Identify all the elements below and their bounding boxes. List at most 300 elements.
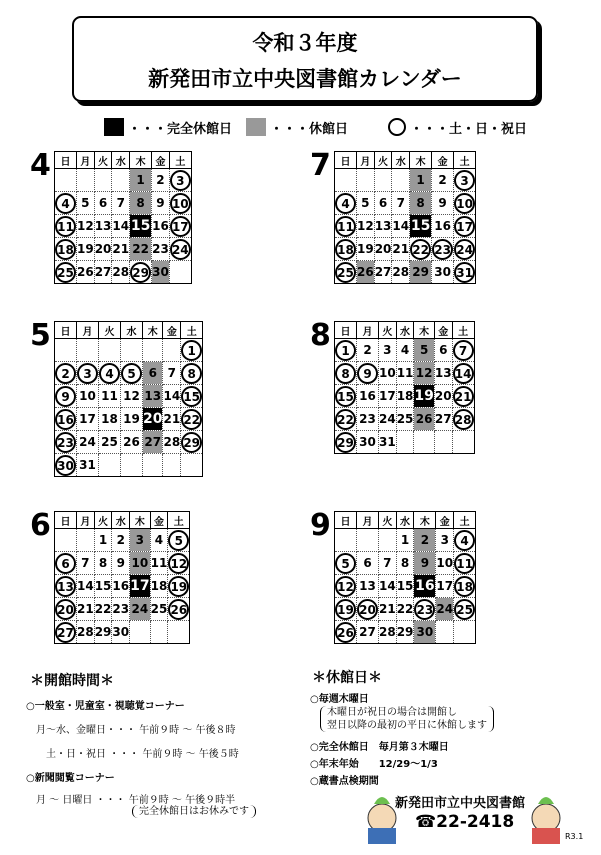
- weekday-label: 月: [357, 512, 379, 529]
- calendar-table: [54, 151, 192, 284]
- day-cell: [169, 238, 191, 261]
- day-cell: [55, 385, 77, 408]
- day-number: 6: [363, 556, 372, 570]
- weekday-header-row: [335, 152, 476, 169]
- day-cell: [77, 238, 95, 261]
- week-row: [55, 261, 192, 284]
- day-number: 10: [436, 556, 454, 570]
- day-number: 9: [438, 196, 447, 210]
- empty-cell: [55, 339, 77, 362]
- weekday-label: 日: [335, 322, 357, 339]
- day-number: 20: [434, 389, 452, 403]
- day-number: 15: [130, 218, 151, 234]
- week-row: [55, 362, 203, 385]
- day-cell: [357, 261, 375, 284]
- day-cell: [396, 362, 414, 385]
- day-cell: [452, 362, 474, 385]
- day-number: 3: [135, 533, 145, 547]
- week-row: [335, 362, 475, 385]
- weekday-label: 金: [152, 152, 170, 169]
- day-cell: [436, 575, 454, 598]
- weekday-label: 土: [452, 322, 474, 339]
- day-number: 11: [454, 553, 475, 574]
- day-cell: [150, 575, 168, 598]
- day-number: 8: [416, 196, 425, 210]
- day-cell: [335, 339, 357, 362]
- weekday-label: 土: [168, 512, 190, 529]
- day-cell: [77, 215, 95, 238]
- weekday-label: 水: [392, 152, 410, 169]
- day-cell: [414, 408, 434, 431]
- day-number: 12: [168, 553, 189, 574]
- day-number: 30: [416, 625, 434, 639]
- day-number: 28: [112, 265, 130, 279]
- day-cell: [77, 192, 95, 215]
- day-cell: [163, 385, 181, 408]
- week-row: [55, 529, 190, 552]
- empty-cell: [130, 621, 150, 644]
- weekday-label: 木: [414, 512, 436, 529]
- empty-cell: [452, 431, 474, 454]
- empty-cell: [94, 169, 112, 192]
- day-cell: [452, 385, 474, 408]
- week-row: [335, 621, 476, 644]
- day-cell: [163, 362, 181, 385]
- day-number: 22: [181, 409, 202, 430]
- day-number: 17: [79, 412, 96, 426]
- day-cell: [357, 621, 379, 644]
- day-cell: [168, 575, 190, 598]
- day-number: 25: [396, 412, 414, 426]
- day-cell: [454, 238, 476, 261]
- day-number: 24: [131, 602, 149, 616]
- day-cell: [454, 575, 476, 598]
- day-cell: [152, 238, 170, 261]
- day-number: 3: [454, 170, 475, 191]
- day-cell: [77, 575, 95, 598]
- day-number: 14: [77, 579, 94, 593]
- weekday-label: 水: [121, 322, 143, 339]
- day-cell: [357, 575, 379, 598]
- day-cell: [454, 598, 476, 621]
- day-number: 19: [123, 412, 140, 426]
- weekday-header-row: [335, 322, 475, 339]
- day-number: 5: [361, 196, 370, 210]
- week-row: [335, 215, 476, 238]
- empty-cell: [55, 529, 77, 552]
- weekday-label: 日: [55, 152, 77, 169]
- day-cell: [414, 621, 436, 644]
- day-number: 27: [144, 435, 162, 449]
- day-number: 22: [94, 602, 112, 616]
- weekday-label: 火: [379, 512, 397, 529]
- day-cell: [99, 431, 121, 454]
- weekday-label: 金: [163, 322, 181, 339]
- empty-cell: [77, 529, 95, 552]
- month-number: 5: [30, 318, 51, 353]
- day-number: 5: [335, 553, 356, 574]
- day-cell: [181, 339, 203, 362]
- day-number: 2: [55, 363, 76, 384]
- day-cell: [357, 192, 375, 215]
- empty-cell: [169, 261, 191, 284]
- empty-cell: [374, 169, 392, 192]
- weekday-label: 土: [169, 152, 191, 169]
- day-cell: [143, 362, 163, 385]
- day-number: 21: [392, 242, 410, 256]
- calendar-table: [54, 321, 203, 477]
- day-cell: [112, 215, 130, 238]
- day-cell: [379, 598, 397, 621]
- day-number: 7: [383, 556, 392, 570]
- day-cell: [168, 529, 190, 552]
- day-number: 18: [55, 239, 76, 260]
- day-number: 23: [414, 599, 435, 620]
- day-cell: [163, 431, 181, 454]
- day-cell: [335, 408, 357, 431]
- weekday-header-row: [55, 322, 203, 339]
- day-number: 3: [170, 170, 191, 191]
- day-cell: [374, 261, 392, 284]
- day-number: 9: [420, 556, 430, 570]
- day-cell: [94, 215, 112, 238]
- empty-cell: [99, 339, 121, 362]
- day-number: 24: [454, 239, 475, 260]
- day-cell: [55, 552, 77, 575]
- inventory-closure: ○蔵書点検期間: [310, 776, 379, 787]
- day-cell: [396, 385, 414, 408]
- day-number: 18: [335, 239, 356, 260]
- day-number: 12: [415, 366, 433, 380]
- day-cell: [335, 385, 357, 408]
- day-cell: [414, 552, 436, 575]
- day-cell: [414, 575, 436, 598]
- day-number: 13: [144, 389, 162, 403]
- hours-title: ＊開館時間＊: [30, 673, 114, 689]
- day-cell: [392, 192, 410, 215]
- day-number: 11: [396, 366, 414, 380]
- week-row: [55, 431, 203, 454]
- closures-title: ＊休館日＊: [312, 670, 382, 686]
- day-cell: [55, 598, 77, 621]
- weekday-label: 金: [432, 152, 454, 169]
- month-number: 9: [310, 508, 331, 543]
- weekday-label: 金: [436, 512, 454, 529]
- day-cell: [335, 362, 357, 385]
- week-row: [335, 575, 476, 598]
- day-cell: [357, 215, 375, 238]
- day-number: 19: [335, 599, 356, 620]
- day-number: 15: [94, 579, 112, 593]
- day-number: 28: [163, 435, 181, 449]
- general-weekend-hours: 土・日・祝日 ・・・ 午前９時 ～ 午後５時: [46, 749, 239, 760]
- week-row: [335, 169, 476, 192]
- day-number: 1: [400, 533, 410, 547]
- day-cell: [121, 431, 143, 454]
- day-number: 21: [163, 412, 181, 426]
- day-cell: [55, 238, 77, 261]
- day-number: 23: [152, 242, 169, 256]
- day-cell: [55, 192, 77, 215]
- day-cell: [357, 362, 379, 385]
- day-cell: [94, 529, 112, 552]
- day-number: 29: [94, 625, 112, 639]
- day-number: 5: [81, 196, 90, 210]
- day-number: 28: [392, 265, 410, 279]
- legend-holiday: [388, 116, 527, 138]
- day-cell: [357, 408, 379, 431]
- day-cell: [169, 192, 191, 215]
- day-number: 18: [454, 576, 475, 597]
- day-cell: [99, 362, 121, 385]
- day-cell: [357, 339, 379, 362]
- day-cell: [379, 408, 397, 431]
- day-number: 10: [379, 366, 396, 380]
- day-number: 2: [156, 173, 165, 187]
- weekday-label: 木: [410, 152, 432, 169]
- day-number: 6: [439, 343, 448, 357]
- week-row: [55, 552, 190, 575]
- empty-cell: [163, 339, 181, 362]
- title-year: 令和３年度: [252, 31, 358, 55]
- day-cell: [150, 552, 168, 575]
- general-heading: ○一般室・児童室・視聴覚コーナー: [26, 701, 185, 712]
- day-cell: [94, 575, 112, 598]
- full-closed-swatch: [104, 118, 124, 136]
- day-cell: [99, 408, 121, 431]
- thursday-note-line2: 翌日以降の最初の平日に休館します: [327, 720, 487, 731]
- day-cell: [379, 339, 397, 362]
- day-cell: [181, 408, 203, 431]
- day-cell: [55, 261, 77, 284]
- day-number: 14: [453, 363, 474, 384]
- empty-cell: [392, 169, 410, 192]
- title-calendar: 新発田市立中央図書館カレンダー: [148, 67, 462, 91]
- day-number: 8: [400, 556, 410, 570]
- day-cell: [434, 362, 452, 385]
- day-number: 15: [181, 386, 202, 407]
- day-number: 10: [454, 193, 475, 214]
- day-number: 14: [392, 219, 410, 233]
- empty-cell: [434, 431, 452, 454]
- day-cell: [112, 192, 130, 215]
- weekday-label: 木: [414, 322, 434, 339]
- day-number: 11: [150, 556, 168, 570]
- weekday-label: 火: [374, 152, 392, 169]
- day-number: 8: [98, 556, 108, 570]
- empty-cell: [379, 529, 397, 552]
- empty-cell: [143, 339, 163, 362]
- day-number: 17: [436, 579, 454, 593]
- day-number: 11: [101, 389, 118, 403]
- day-number: 16: [55, 409, 76, 430]
- day-number: 26: [77, 265, 94, 279]
- calendar-table: [54, 511, 190, 644]
- day-number: 24: [170, 239, 191, 260]
- weekday-label: 火: [94, 512, 112, 529]
- day-number: 27: [359, 625, 376, 639]
- weekday-label: 月: [77, 322, 99, 339]
- empty-cell: [335, 169, 357, 192]
- weekday-label: 火: [99, 322, 121, 339]
- day-number: 17: [379, 389, 396, 403]
- day-cell: [94, 192, 112, 215]
- day-cell: [379, 362, 397, 385]
- day-cell: [112, 238, 130, 261]
- day-number: 30: [359, 435, 376, 449]
- day-number: 13: [434, 366, 452, 380]
- day-number: 31: [379, 435, 396, 449]
- day-cell: [94, 598, 112, 621]
- day-cell: [121, 385, 143, 408]
- day-cell: [181, 362, 203, 385]
- day-number: 27: [55, 622, 76, 643]
- empty-cell: [357, 169, 375, 192]
- day-cell: [454, 552, 476, 575]
- day-cell: [169, 169, 191, 192]
- empty-cell: [357, 529, 379, 552]
- day-number: 16: [434, 219, 451, 233]
- day-number: 18: [150, 579, 168, 593]
- day-number: 25: [454, 599, 475, 620]
- day-number: 6: [98, 196, 108, 210]
- day-number: 29: [412, 265, 429, 279]
- day-cell: [374, 192, 392, 215]
- week-row: [335, 238, 476, 261]
- month-number: 4: [30, 148, 51, 183]
- weekday-label: 木: [143, 322, 163, 339]
- day-cell: [396, 598, 414, 621]
- day-number: 3: [383, 343, 392, 357]
- weekday-label: 土: [454, 152, 476, 169]
- day-number: 28: [77, 625, 94, 639]
- calendar-table: [334, 321, 475, 454]
- empty-cell: [335, 529, 357, 552]
- day-number: 31: [79, 458, 96, 472]
- day-number: 26: [335, 622, 356, 643]
- weekday-label: 木: [130, 152, 152, 169]
- day-cell: [130, 238, 152, 261]
- day-cell: [55, 408, 77, 431]
- day-cell: [454, 169, 476, 192]
- day-cell: [112, 575, 130, 598]
- day-number: 27: [374, 265, 392, 279]
- week-row: [335, 529, 476, 552]
- day-number: 30: [55, 455, 76, 476]
- day-cell: [374, 215, 392, 238]
- day-cell: [121, 362, 143, 385]
- day-number: 21: [379, 602, 396, 616]
- day-cell: [143, 408, 163, 431]
- empty-cell: [77, 339, 99, 362]
- legend-closed: [246, 116, 348, 138]
- empty-cell: [121, 339, 143, 362]
- day-cell: [410, 238, 432, 261]
- day-number: 6: [378, 196, 388, 210]
- day-number: 8: [181, 363, 202, 384]
- day-number: 14: [112, 219, 130, 233]
- day-number: 24: [436, 602, 454, 616]
- empty-cell: [121, 454, 143, 477]
- empty-cell: [99, 454, 121, 477]
- day-cell: [335, 552, 357, 575]
- day-cell: [94, 261, 112, 284]
- weekday-label: 水: [396, 322, 414, 339]
- day-cell: [434, 408, 452, 431]
- day-number: 21: [77, 602, 94, 616]
- weekday-label: 水: [396, 512, 414, 529]
- day-number: 6: [55, 553, 76, 574]
- day-cell: [77, 362, 99, 385]
- day-number: 29: [130, 262, 151, 283]
- day-number: 2: [363, 343, 372, 357]
- day-cell: [452, 339, 474, 362]
- legend-holiday-label: ・・・土・日・祝日: [410, 121, 528, 137]
- day-cell: [434, 339, 452, 362]
- day-cell: [414, 362, 434, 385]
- day-cell: [77, 454, 99, 477]
- day-number: 13: [359, 579, 376, 593]
- week-row: [335, 598, 476, 621]
- day-number: 30: [152, 265, 169, 279]
- day-cell: [130, 261, 152, 284]
- day-number: 22: [396, 602, 414, 616]
- day-cell: [454, 215, 476, 238]
- day-cell: [335, 192, 357, 215]
- weekday-label: 水: [112, 152, 130, 169]
- day-cell: [55, 215, 77, 238]
- day-number: 13: [94, 219, 112, 233]
- day-number: 28: [379, 625, 396, 639]
- weekday-label: 月: [357, 152, 375, 169]
- day-number: 3: [440, 533, 449, 547]
- day-number: 18: [396, 389, 414, 403]
- day-number: 30: [112, 625, 130, 639]
- day-cell: [414, 339, 434, 362]
- day-number: 2: [420, 533, 430, 547]
- day-cell: [55, 575, 77, 598]
- day-number: 30: [434, 265, 451, 279]
- weekday-label: 水: [112, 512, 130, 529]
- day-number: 15: [335, 386, 356, 407]
- day-cell: [99, 385, 121, 408]
- empty-cell: [396, 431, 414, 454]
- holiday-circle-swatch: [388, 118, 406, 136]
- weekday-label: 木: [130, 512, 150, 529]
- day-number: 26: [415, 412, 433, 426]
- weekday-label: 土: [454, 512, 476, 529]
- empty-cell: [77, 169, 95, 192]
- week-row: [335, 339, 475, 362]
- day-cell: [77, 552, 95, 575]
- empty-cell: [414, 431, 434, 454]
- day-number: 4: [454, 530, 475, 551]
- day-number: 4: [154, 533, 164, 547]
- day-cell: [112, 598, 130, 621]
- month-number: 6: [30, 508, 51, 543]
- day-number: 24: [79, 435, 96, 449]
- day-number: 25: [150, 602, 168, 616]
- day-cell: [396, 529, 414, 552]
- day-number: 20: [55, 599, 76, 620]
- day-cell: [152, 215, 170, 238]
- day-cell: [414, 598, 436, 621]
- day-number: 22: [132, 242, 149, 256]
- day-number: 26: [357, 265, 374, 279]
- day-cell: [112, 552, 130, 575]
- week-row: [55, 408, 203, 431]
- day-number: 11: [55, 216, 76, 237]
